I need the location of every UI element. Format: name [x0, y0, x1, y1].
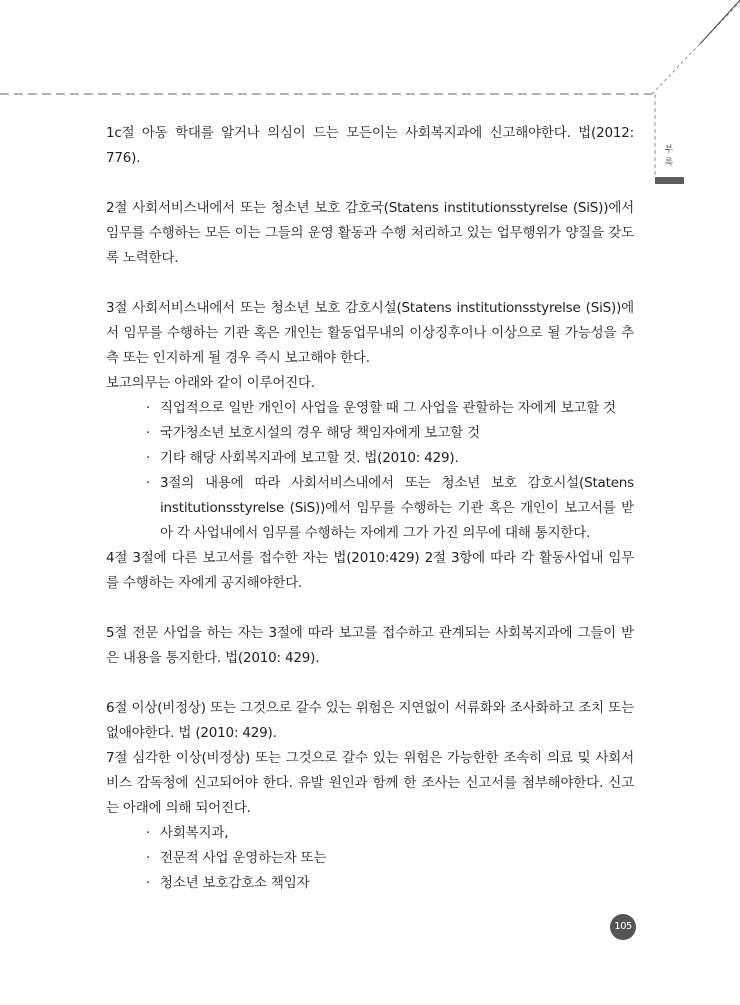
list-item: · 사회복지과, [146, 821, 634, 846]
article-7-list [106, 821, 634, 896]
list-item: · 전문적 사업 운영하는자 또는 [146, 846, 634, 871]
list-item: · 직업적으로 일반 개인이 사업을 운영할 때 그 사업을 관할하는 자에게 보고할 것 [146, 396, 634, 421]
article-3-list [106, 396, 634, 546]
article-1c: 1c절 아동 학대를 알거나 의심이 드는 모든이는 사회복지과에 신고해야한다. 법(2012: 776). [106, 125, 634, 166]
document-body [106, 121, 634, 896]
article-2: 2절 사회서비스내에서 또는 청소년 보호 감호국(Statens institutionsstyrelse (SiS))에서 임무를 수행하는 모든 이는 그들의 운영 활동과 수행 처리하고 있는 업무행위가 양질을 갖도록 노력한다. [106, 200, 634, 266]
article-6: 6절 이상(비정상) 또는 그것으로 갈수 있는 위험은 지연없이 서류화와 조사화하고 조치 또는 없애야한다. 법 (2010: 429). [106, 700, 634, 741]
article-5: 5절 전문 사업을 하는 자는 3절에 따라 보고를 접수하고 관계되는 사회복지과에 그들이 받은 내용을 통지한다. 법(2010: 429). [106, 625, 634, 666]
article-7: 7절 심각한 이상(비정상) 또는 그것으로 갈수 있는 위험은 가능한한 조속히 의료 및 사회서비스 감독청에 신고되어야 한다. 유발 원인과 함께 한 조사는 신고서를 첨부해야한다. 신고는 아래에 의해 되어진다. [106, 750, 634, 816]
list-item: · 기타 해당 사회복지과에 보고할 것. 법(2010: 429). [146, 446, 634, 471]
dotted-diagonal [652, 2, 740, 94]
list-item: · 국가청소년 보호시설의 경우 해당 책임자에게 보고할 것 [146, 421, 634, 446]
article-3-intro: 보고의무는 아래와 같이 이루어진다. [106, 375, 315, 391]
list-item: · 3절의 내용에 따라 사회서비스내에서 또는 청소년 보호 감호시설(Statens institutionsstyrelse (SiS))에서 임무를 수행하는 기관 혹은 개인이 보고서를 받아 각 사업내에서 임무를 수행하는 자에게 그가 가진 의무에 대해 통지한다. [146, 471, 634, 546]
page-number-badge: 105 [610, 914, 636, 940]
side-tab-label [659, 144, 679, 170]
corner-diagonal [700, 0, 740, 44]
article-4: 4절 3절에 다른 보고서를 접수한 자는 법(2010:429) 2절 3항에 따라 각 활동사업내 임무를 수행하는 자에게 공지해야한다. [106, 550, 634, 591]
article-3: 3절 사회서비스내에서 또는 청소년 보호 감호시설(Statens institutionsstyrelse (SiS))에서 임무를 수행하는 기관 혹은 개인는 활동업무내의 이상징후이나 이상으로 될 가능성을 추측 또는 인지하게 될 경우 즉시 보고해야 한다. [106, 300, 634, 366]
side-tab-char: 부 [664, 145, 674, 155]
side-tab-bar [655, 177, 684, 184]
list-item: · 청소년 보호감호소 책임자 [146, 871, 634, 896]
side-tab-char: 록 [664, 158, 674, 168]
